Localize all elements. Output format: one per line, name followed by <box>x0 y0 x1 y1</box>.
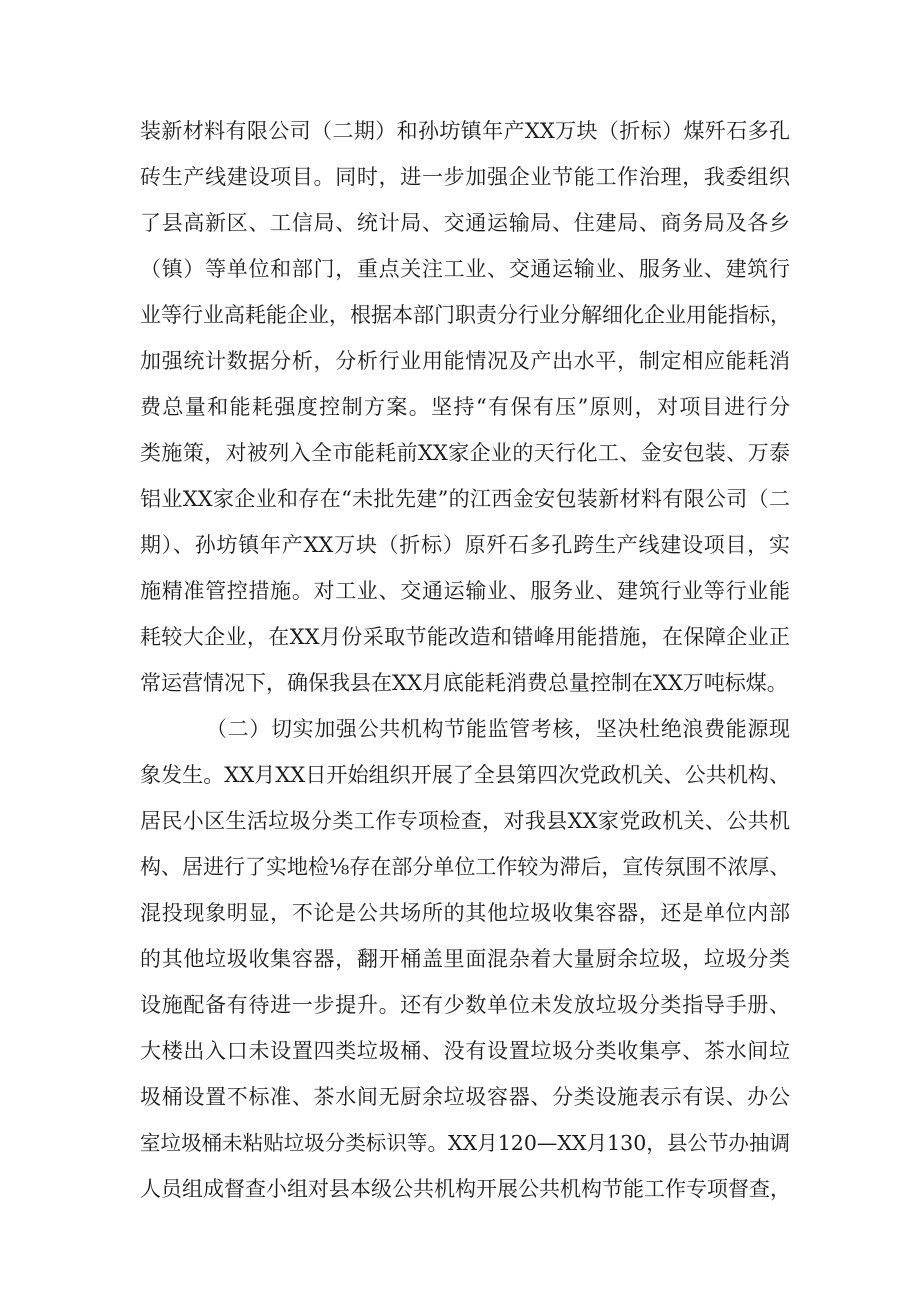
paragraph-1-line-5: 业等行业高耗能企业，根据本部门职责分行业分解细化企业用能指标， <box>140 303 791 327</box>
paragraph-2-line-6: 的其他垃圾收集容器，翻开桶盖里面混杂着大量厨余垃圾，垃圾分类 <box>140 947 790 971</box>
paragraph-1-line-3: 了县高新区、工信局、统计局、交通运输局、住建局、商务局及各乡 <box>140 211 790 235</box>
paragraph-2-line-1: （二）切实加强公共机构节能监管考核，坚决杜绝浪费能源现 <box>206 717 790 741</box>
paragraph-1-line-4: （镇）等单位和部门，重点关注工业、交通运输业、服务业、建筑行 <box>140 257 790 281</box>
paragraph-1-line-12: 耗较大企业，在XX月份采取节能改造和错峰用能措施，在保障企业正 <box>140 625 790 649</box>
paragraph-1-line-8: 类施策，对被列入全市能耗前XX家企业的天行化工、金安包装、万泰 <box>140 441 790 465</box>
paragraph-2-line-4: 构、居进行了实地检⅛存在部分单位工作较为滞后，宣传氛围不浓厚、 <box>140 855 791 879</box>
paragraph-1-line-10: 期）、孙坊镇年产XX万块（折标）原歼石多孔跨生产线建设项目，实 <box>140 533 790 557</box>
paragraph-2-line-5: 混投现象明显，不论是公共场所的其他垃圾收集容器，还是单位内部 <box>140 901 790 925</box>
paragraph-2-line-7: 设施配备有待进一步提升。还有少数单位未发放垃圾分类指导手册、 <box>140 993 790 1017</box>
paragraph-2-line-3: 居民小区生活垃圾分类工作专项检查，对我县XX家党政机关、公共机 <box>140 809 790 833</box>
paragraph-1-line-2: 砖生产线建设项目。同时，进一步加强企业节能工作治理，我委组织 <box>140 165 790 189</box>
paragraph-1-line-6: 加强统计数据分析，分析行业用能情况及产出水平，制定相应能耗消 <box>140 349 790 373</box>
paragraph-2-line-9: 圾桶设置不标准、茶水间无厨余垃圾容器、分类设施表示有误、办公 <box>140 1085 790 1109</box>
paragraph-1-line-9: 铝业XX家企业和存在“未批先建”的江西金安包装新材料有限公司（二 <box>140 487 790 511</box>
paragraph-1-line-13: 常运营情况下，确保我县在XX月底能耗消费总量控制在XX万吨标煤。 <box>140 671 788 695</box>
paragraph-1-line-11: 施精准管控措施。对工业、交通运输业、服务业、建筑行业等行业能 <box>140 579 790 603</box>
paragraph-2-line-10: 室垃圾桶未粘贴垃圾分类标识等。XX月120—XX月130，县公节办抽调 <box>140 1131 790 1155</box>
paragraph-2-line-2: 象发生。XX月XX日开始组织开展了全县第四次党政机关、公共机构、 <box>140 763 790 787</box>
paragraph-2-line-11: 人员组成督查小组对县本级公共机构开展公共机构节能工作专项督查， <box>140 1177 791 1201</box>
paragraph-1-line-7: 费总量和能耗强度控制方案。坚持“有保有压”原则，对项目进行分 <box>140 395 790 419</box>
paragraph-2-line-8: 大楼出入口未设置四类垃圾桶、没有设置垃圾分类收集亭、茶水间垃 <box>140 1039 790 1063</box>
paragraph-1-line-1: 装新材料有限公司（二期）和孙坊镇年产XX万块（折标）煤歼石多孔 <box>140 119 790 143</box>
